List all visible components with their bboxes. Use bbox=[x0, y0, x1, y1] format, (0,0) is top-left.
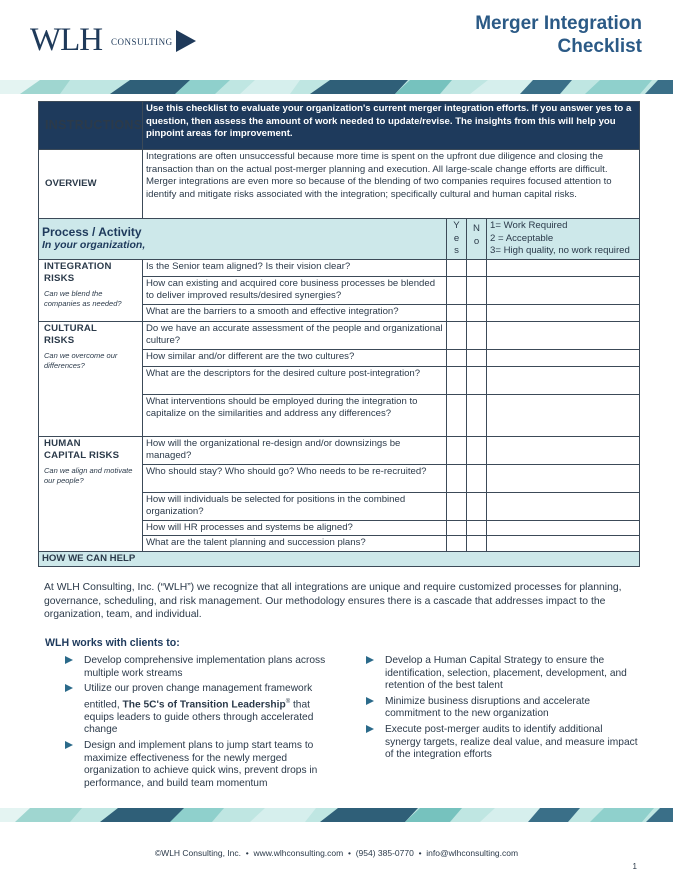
rating-cell[interactable] bbox=[487, 520, 640, 536]
bullet-item bbox=[366, 696, 638, 721]
section-title: INTEGRATION bbox=[44, 260, 112, 272]
process-activity-title: Process / Activity bbox=[42, 225, 142, 240]
instructions-heading: INSTRUCTIONS bbox=[39, 102, 143, 150]
title-line-2: Checklist bbox=[557, 36, 642, 57]
decorative-band-top bbox=[0, 80, 673, 94]
bullet-item bbox=[65, 740, 331, 790]
arrow-bullet-icon bbox=[65, 684, 73, 692]
right-bullet-list bbox=[366, 655, 638, 765]
question-row bbox=[39, 436, 640, 464]
question-text: How will the organizational re-design and/or downsizings be managed? bbox=[143, 436, 447, 464]
left-bullet-list bbox=[65, 655, 331, 793]
overview-heading: OVERVIEW bbox=[39, 150, 143, 219]
works-with-clients-heading: WLH works with clients to: bbox=[45, 637, 180, 649]
no-cell[interactable] bbox=[467, 304, 487, 321]
rating-cell[interactable] bbox=[487, 349, 640, 366]
checklist-table bbox=[38, 101, 640, 567]
question-text: Do we have an accurate assessment of the people and organizational culture? bbox=[143, 321, 447, 349]
help-paragraph: At WLH Consulting, Inc. (“WLH”) we recognize that all integrations are unique and require customized processes for planning, governance, scheduling, and risk management. Our methodology ensures there is a cascade that addresses impact to the organization, team, and individual. bbox=[44, 582, 622, 620]
yes-cell[interactable] bbox=[447, 259, 467, 276]
yes-cell[interactable] bbox=[447, 349, 467, 366]
legend-item: 1= Work Required bbox=[490, 220, 568, 231]
question-text: What are the barriers to a smooth and effective integration? bbox=[143, 304, 447, 321]
no-cell[interactable] bbox=[467, 436, 487, 464]
yes-cell[interactable] bbox=[447, 536, 467, 552]
bullet-item bbox=[65, 655, 331, 680]
no-cell[interactable] bbox=[467, 520, 487, 536]
wlh-logo-subtitle: CONSULTING bbox=[111, 37, 173, 47]
yes-cell[interactable] bbox=[447, 520, 467, 536]
yes-cell[interactable] bbox=[447, 436, 467, 464]
bullet-text: Develop a Human Capital Strategy to ensure the identification, selection, placement, development, and retention of the best talent bbox=[385, 655, 627, 692]
process-activity-subtitle: In your organization, bbox=[42, 239, 146, 252]
yes-letter: Y bbox=[453, 220, 460, 231]
no-cell[interactable] bbox=[467, 259, 487, 276]
overview-row bbox=[39, 150, 640, 219]
question-text: What are the talent planning and succession plans? bbox=[143, 536, 447, 552]
decorative-band-bottom bbox=[0, 808, 673, 822]
rating-cell[interactable] bbox=[487, 394, 640, 436]
footer-separator: • bbox=[245, 848, 249, 858]
arrow-bullet-icon bbox=[366, 656, 374, 664]
rating-cell[interactable] bbox=[487, 366, 640, 394]
question-text: How will HR processes and systems be aligned? bbox=[143, 520, 447, 536]
rating-cell[interactable] bbox=[487, 304, 640, 321]
rating-legend bbox=[487, 219, 640, 260]
logo-arrow-icon bbox=[176, 30, 196, 52]
yes-cell[interactable] bbox=[447, 492, 467, 520]
section-human-capital-risks bbox=[39, 436, 143, 551]
yes-cell[interactable] bbox=[447, 366, 467, 394]
no-column-header bbox=[467, 219, 487, 260]
question-text: How will individuals be selected for positions in the combined organization? bbox=[143, 492, 447, 520]
yes-cell[interactable] bbox=[447, 394, 467, 436]
footer-phone: (954) 385-0770 bbox=[355, 848, 414, 858]
yes-cell[interactable] bbox=[447, 276, 467, 304]
question-text: What interventions should be employed during the integration to capitalize on the similarities and address any differences? bbox=[143, 394, 447, 436]
page-title bbox=[475, 12, 642, 58]
rating-cell[interactable] bbox=[487, 276, 640, 304]
question-row bbox=[39, 321, 640, 349]
footer-email[interactable]: info@wlhconsulting.com bbox=[426, 848, 519, 858]
bullet-item bbox=[366, 655, 638, 693]
footer bbox=[0, 848, 673, 858]
rating-cell[interactable] bbox=[487, 436, 640, 464]
no-cell[interactable] bbox=[467, 349, 487, 366]
no-letter: N bbox=[473, 223, 480, 234]
no-letter: o bbox=[473, 235, 480, 247]
no-cell[interactable] bbox=[467, 321, 487, 349]
rating-cell[interactable] bbox=[487, 259, 640, 276]
yes-cell[interactable] bbox=[447, 321, 467, 349]
process-header-cell bbox=[39, 219, 447, 260]
question-row bbox=[39, 259, 640, 276]
how-we-can-help-row bbox=[39, 551, 640, 567]
bullet-bold-text: The 5C's of Transition Leadership bbox=[122, 699, 286, 711]
instructions-row bbox=[39, 102, 640, 150]
process-header-row bbox=[39, 219, 640, 260]
rating-cell[interactable] bbox=[487, 536, 640, 552]
rating-cell[interactable] bbox=[487, 321, 640, 349]
legend-item: 2 = Acceptable bbox=[490, 232, 554, 244]
question-text: How similar and/or different are the two cultures? bbox=[143, 349, 447, 366]
section-subtitle: Can we align and motivate our people? bbox=[44, 465, 133, 485]
no-cell[interactable] bbox=[467, 394, 487, 436]
bullet-text: Develop comprehensive implementation plans across multiple work streams bbox=[84, 655, 326, 679]
footer-company: ©WLH Consulting, Inc. bbox=[154, 848, 242, 858]
section-integration-risks bbox=[39, 259, 143, 321]
arrow-bullet-icon bbox=[366, 697, 374, 705]
section-title: HUMAN bbox=[44, 437, 81, 449]
overview-text: Integrations are often unsuccessful because more time is spent on the upfront due diligence and closing the transaction than on the actual post-merger planning and execution. All large-scale change efforts are difficult. Merger integrations are even more so because of the blending of two companies requires focused attention to identify and mitigate risks associated with the integration; specifically cultural and human capital risks. bbox=[143, 150, 640, 219]
section-title: RISKS bbox=[44, 273, 75, 284]
footer-separator: • bbox=[347, 848, 351, 858]
yes-letter: s bbox=[454, 245, 459, 256]
registered-mark: ® bbox=[285, 698, 291, 705]
bullet-text: Minimize business disruptions and accelerate commitment to the new organization bbox=[385, 695, 590, 720]
arrow-bullet-icon bbox=[65, 741, 73, 749]
arrow-bullet-icon bbox=[65, 656, 73, 664]
question-text: What are the descriptors for the desired culture post-integration? bbox=[143, 366, 447, 394]
bullet-item bbox=[366, 724, 638, 762]
section-title: RISKS bbox=[44, 335, 75, 346]
section-cultural-risks bbox=[39, 321, 143, 436]
legend-item: 3= High quality, no work required bbox=[490, 245, 630, 256]
bullet-text: Utilize our proven change management framework entitled, bbox=[84, 683, 313, 711]
yes-cell[interactable] bbox=[447, 464, 467, 492]
page-number: 1 bbox=[632, 862, 637, 871]
rating-cell[interactable] bbox=[487, 464, 640, 492]
title-line-1: Merger Integration bbox=[475, 13, 642, 34]
bullet-item bbox=[65, 683, 331, 737]
bullet-text: that equips leaders to guide others through accelerated change bbox=[84, 699, 314, 736]
question-text: How can existing and acquired core business processes be blended to deliver improved results/desired synergies? bbox=[143, 276, 447, 304]
no-cell[interactable] bbox=[467, 276, 487, 304]
yes-cell[interactable] bbox=[447, 304, 467, 321]
section-title: CULTURAL bbox=[44, 322, 98, 334]
yes-letter: e bbox=[453, 232, 460, 244]
wlh-logo: WLH bbox=[30, 22, 103, 58]
yes-column-header bbox=[447, 219, 467, 260]
question-text: Is the Senior team aligned? Is their vision clear? bbox=[143, 259, 447, 276]
section-subtitle: Can we blend the companies as needed? bbox=[44, 288, 122, 308]
arrow-bullet-icon bbox=[366, 725, 374, 733]
no-cell[interactable] bbox=[467, 492, 487, 520]
no-cell[interactable] bbox=[467, 464, 487, 492]
bullet-text: Execute post-merger audits to identify additional synergy targets, realize deal value, and measure impact of the integration efforts bbox=[385, 723, 638, 761]
no-cell[interactable] bbox=[467, 366, 487, 394]
question-text: Who should stay? Who should go? Who needs to be re-recruited? bbox=[143, 464, 447, 492]
how-we-can-help-heading: HOW WE CAN HELP bbox=[39, 551, 640, 567]
bullet-text: Design and implement plans to jump start teams to maximize effectiveness for the newly merged organization to achieve quick wins, prevent drops in performance, and build team momentum bbox=[84, 739, 318, 789]
section-title: CAPITAL RISKS bbox=[44, 450, 120, 461]
no-cell[interactable] bbox=[467, 536, 487, 552]
instructions-text: Use this checklist to evaluate your organization's current merger integration efforts. If you answer yes to a question, then assess the amount of work needed to update/revise. The insights from this will help you pinpoint areas for improvement. bbox=[143, 102, 640, 150]
footer-website[interactable]: www.wlhconsulting.com bbox=[253, 848, 344, 858]
section-subtitle: Can we overcome our differences? bbox=[44, 350, 118, 370]
rating-cell[interactable] bbox=[487, 492, 640, 520]
footer-separator: • bbox=[418, 848, 422, 858]
